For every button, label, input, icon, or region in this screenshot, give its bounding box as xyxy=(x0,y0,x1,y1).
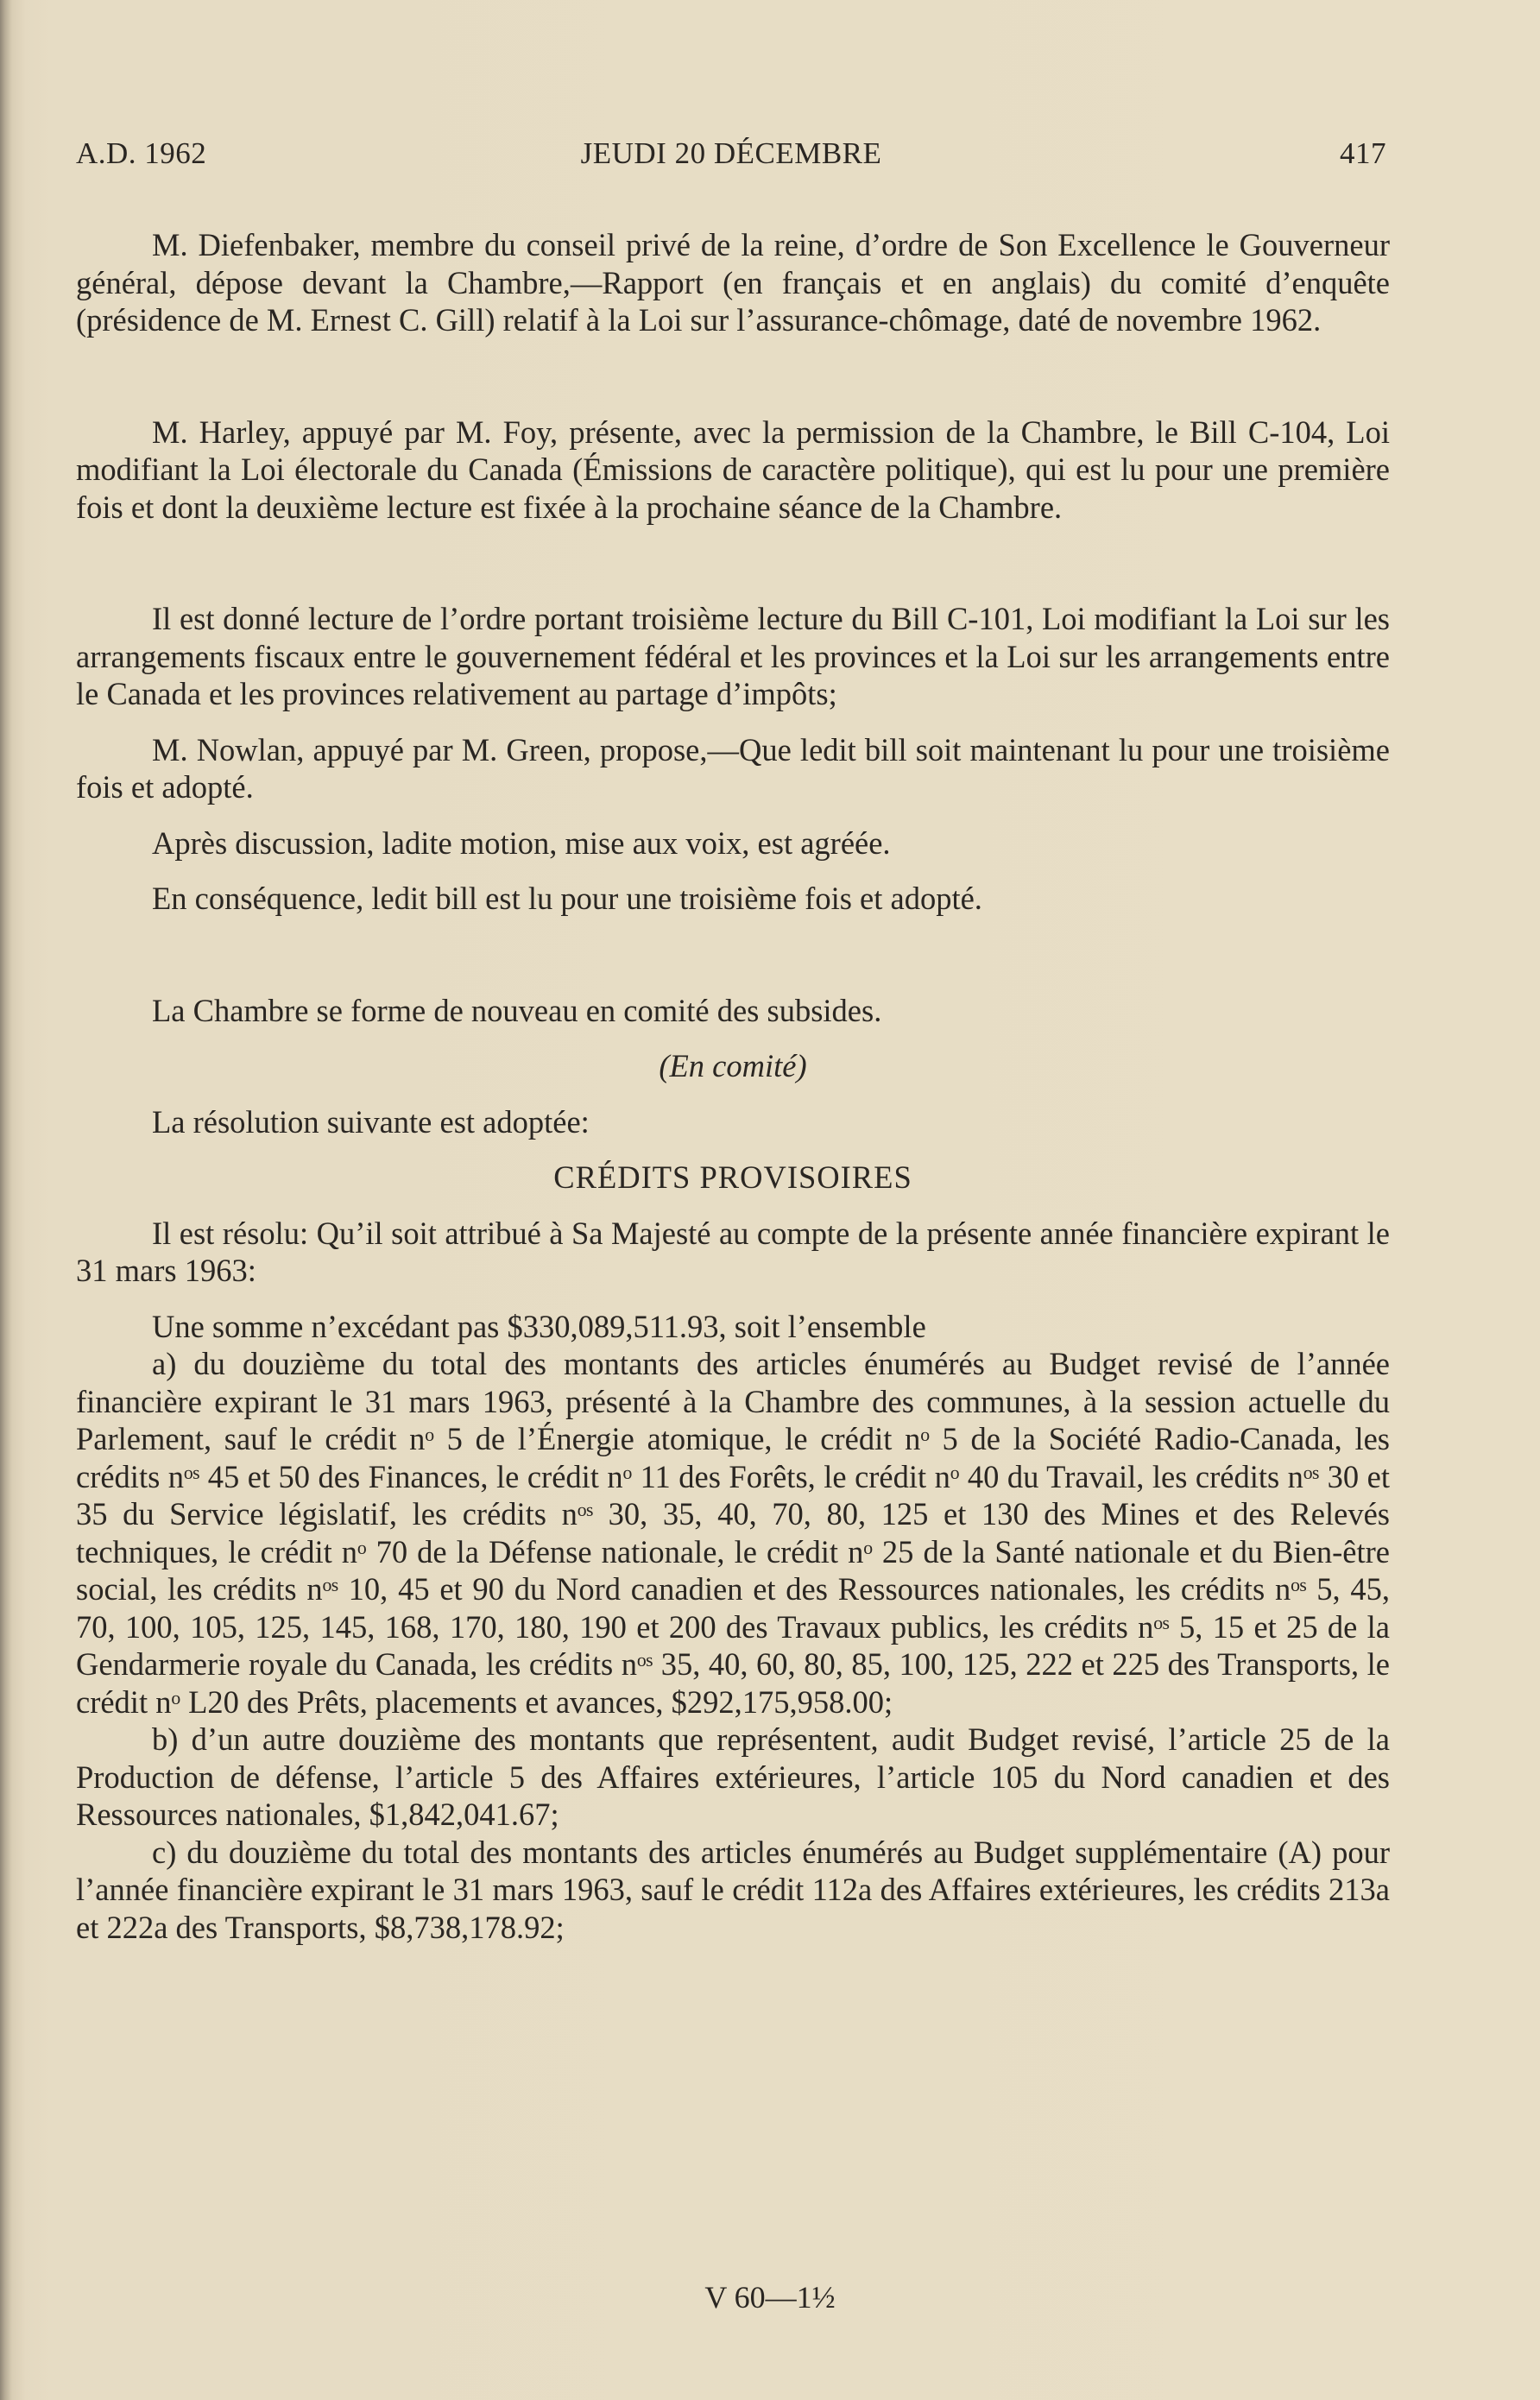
document-body xyxy=(76,226,1390,1946)
paragraph-item-b: b) d’un autre douzième des montants que représentent, audit Budget revisé, l’article 25 de la Production de défense, l’article 5 des Affaires extérieures, l’article 105 du Nord canadien et des Ressources nationales, $1,842,041.67; xyxy=(76,1721,1390,1832)
page-number: 417 xyxy=(1340,136,1386,170)
paragraph-total-sum: Une somme n’excédant pas $330,089,511.93, soit l’ensemble xyxy=(152,1308,926,1344)
paragraph-item-a: a) du douzième du total des montants des articles énumérés au Budget revisé de l’année financière expirant le 31 mars 1963, présenté à la Chambre des communes, à la session actuelle du Parlement, sauf le crédit nᵒ 5 de l’Énergie atomique, le crédit nᵒ 5 de la Société Radio-Canada, les crédits nᵒˢ 45 et 50 des Finances, le crédit nᵒ 11 des Forêts, le crédit nᵒ 40 du Travail, les crédits nᵒˢ 30 et 35 du Service législatif, les crédits nᵒˢ 30, 35, 40, 70, 80, 125 et 130 des Mines et des Relevés techniques, le crédit nᵒ 70 de la Défense nationale, le crédit nᵒ 25 de la Santé nationale et du Bien-être social, les crédits nᵒˢ 10, 45 et 90 du Nord canadien et des Ressources nationales, les crédits nᵒˢ 5, 45, 70, 100, 105, 125, 145, 168, 170, 180, 190 et 200 des Travaux publics, les crédits nᵒˢ 5, 15 et 25 de la Gendarmerie royale du Canada, les crédits nᵒˢ 35, 40, 60, 80, 85, 100, 125, 222 et 225 des Transports, le crédit nᵒ L20 des Prêts, placements et avances, $292,175,958.00; xyxy=(76,1346,1390,1720)
in-committee-label: (En comité) xyxy=(659,1048,807,1083)
paragraph-resolution-adopted: La résolution suivante est adoptée: xyxy=(152,1103,590,1140)
header-year: A.D. 1962 xyxy=(76,136,207,170)
page-header xyxy=(76,136,1386,180)
paragraph-diefenbaker-report: M. Diefenbaker, membre du conseil privé de la reine, d’ordre de Son Excellence le Gouverneur général, dépose devant la Chambre,—Rapport (en français et en anglais) du comité d’enquête (présidence de M. Ernest C. Gill) relatif à la Loi sur l’assurance-chômage, daté de novembre 1962. xyxy=(76,227,1390,338)
paragraph-nowlan-motion: M. Nowlan, appuyé par M. Green, propose,—Que ledit bill soit maintenant lu pour une troisième fois et adopté. xyxy=(76,731,1390,805)
paragraph-bill-adopted: En conséquence, ledit bill est lu pour une troisième fois et adopté. xyxy=(152,881,982,916)
paragraph-item-c: c) du douzième du total des montants des articles énumérés au Budget supplémentaire (A) pour l’année financière expirant le 31 mars 1963, sauf le crédit 112a des Affaires extérieures, les crédits 213a et 222a des Transports, $8,738,178.92; xyxy=(76,1834,1390,1945)
paragraph-harley-bill: M. Harley, appuyé par M. Foy, présente, avec la permission de la Chambre, le Bill C-104, Loi modifiant la Loi électorale du Canada (Émissions de caractère politique), qui est lu pour une première fois et dont la deuxième lecture est fixée à la prochaine séance de la Chambre. xyxy=(76,414,1390,525)
header-date: JEUDI 20 DÉCEMBRE xyxy=(580,136,882,170)
paragraph-committee-of-supply: La Chambre se forme de nouveau en comité des subsides. xyxy=(152,992,882,1028)
page-footer-signature: V 60—1½ xyxy=(704,2280,836,2315)
paragraph-third-reading-order: Il est donné lecture de l’ordre portant troisième lecture du Bill C-101, Loi modifiant la Loi sur les arrangements fiscaux entre le gouvernement fédéral et les provinces et la Loi sur les arrangements entre le Canada et les provinces relativement au partage d’impôts; xyxy=(76,601,1390,711)
paragraph-motion-agreed: Après discussion, ladite motion, mise aux voix, est agréée. xyxy=(152,824,891,861)
section-heading: CRÉDITS PROVISOIRES xyxy=(553,1159,912,1195)
paragraph-resolved: Il est résolu: Qu’il soit attribué à Sa Majesté au compte de la présente année financière expirant le 31 mars 1963: xyxy=(76,1215,1390,1288)
